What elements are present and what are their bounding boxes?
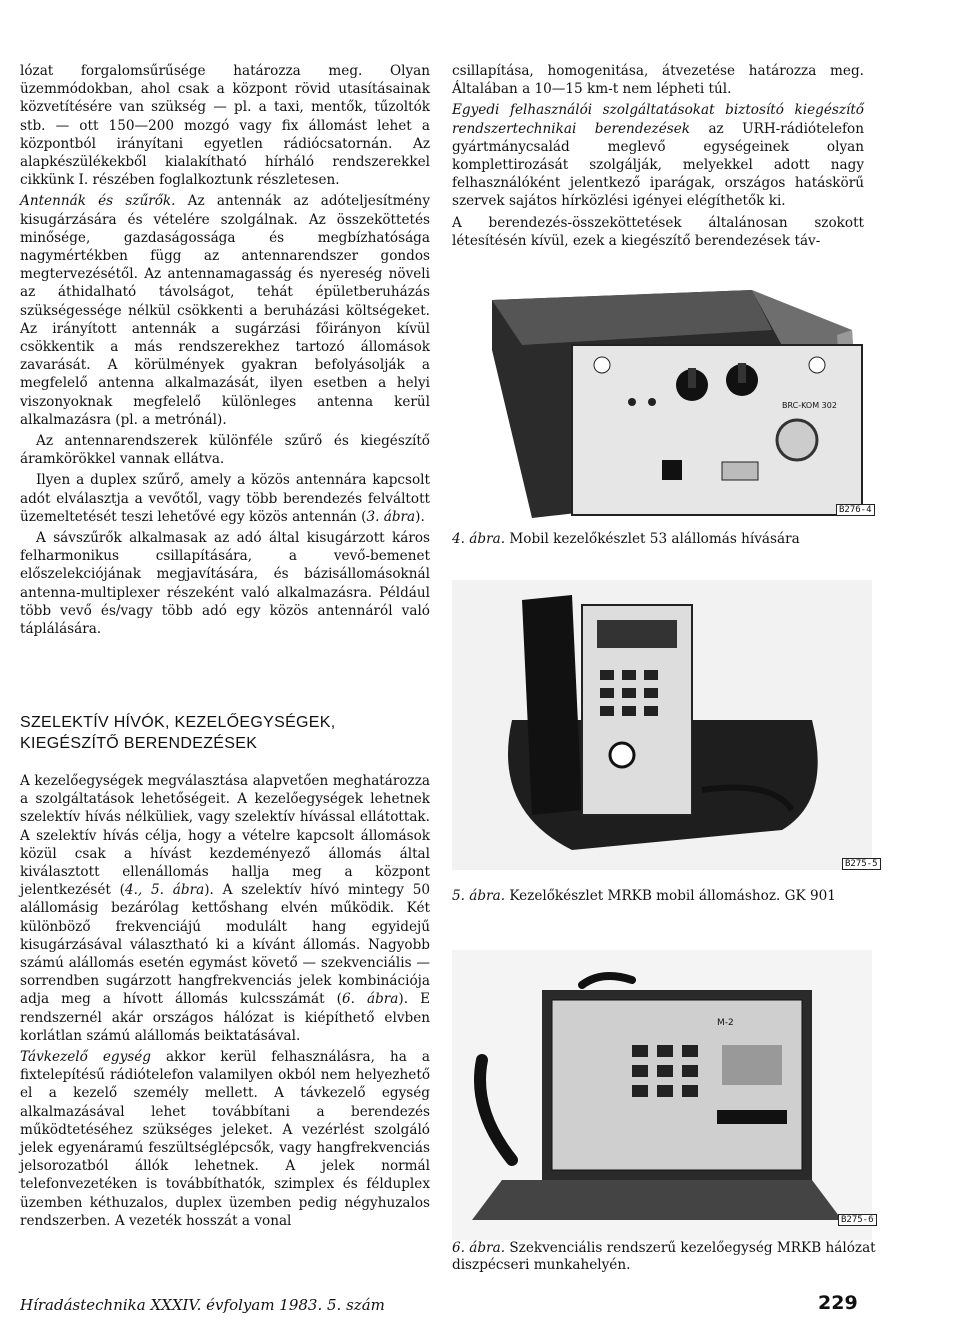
figure-5-photo xyxy=(452,580,872,870)
left-column-top xyxy=(20,62,430,641)
right-column-top xyxy=(452,62,864,253)
paragraph: csillapítása, homogenitása, átvezetése határozza meg. Általában a 10—15 km-t nem lépheti túl. xyxy=(452,63,864,98)
figure-tag: B276-4 xyxy=(836,504,875,516)
journal-footer: Híradástechnika XXXIV. évfolyam 1983. 5. szám xyxy=(20,1296,385,1314)
figure-5-caption: 5. ábra. Kezelőkészlet MRKB mobil állomáshoz. GK 901 xyxy=(452,888,836,904)
figure-ref: 4., 5. ábra xyxy=(124,882,205,899)
paragraph: A berendezés-összeköttetések általánosan szokott létesítésén kívül, ezek a kiegészítő berendezések táv- xyxy=(452,214,864,249)
figure-6-photo xyxy=(452,950,872,1240)
page-number: 229 xyxy=(818,1292,858,1314)
figure-number: 5. ábra. xyxy=(452,888,506,904)
paragraph: Távkezelő egység akkor kerül felhasználásra, ha a fixtelepítésű rádiótelefon valamilyen okból nem helyezhető el a kezelő személy mellett. A távkezelő egység alkalmazásával lehet továbbítani a berendezés működtetéséhez szükséges jeleket. A vezérlést szolgáló jelek egyenáramú feszültséglépcsők, vagy hangfrekvenciás jelsorozatból állók lehetnek. A jelek normál telefonvezetéken is továbbíthatók, szimplex és félduplex üzemben kéthuzalos, duplex üzemben pedig négyhuzalos rendszerben. A vezeték hosszát a vonal xyxy=(20,1049,430,1229)
panel-label: BRC-KOM 302 xyxy=(782,401,837,410)
figure-ref: 3. ábra xyxy=(366,508,416,525)
section-heading: SZELEKTÍV HÍVÓK, KEZELŐEGYSÉGEK, KIEGÉSZÍTŐ BERENDEZÉSEK xyxy=(20,714,336,752)
handset-unit-illustration xyxy=(452,580,872,870)
paragraph: lózat forgalomsűrűsége határozza meg. Olyan üzemmódokban, ahol csak a központ rövid utasításainak közvetítésére van szükség — pl. a taxi, mentők, tűzoltók stb. — ott 150—200 mozgó vagy fix állomást lehet a központból irányítani egyetlen rádiócsatornán. Az alapkészülékekből kialakítható hírháló rendszerekkel cikkünk I. részében foglalkoztunk részletesen. xyxy=(20,63,430,189)
figure-number: 6. ábra. xyxy=(452,1240,506,1256)
control-unit-illustration xyxy=(452,290,872,520)
paragraph: Antennák és szűrők. Az antennák az adóteljesítmény kisugárzására és vételére szolgálnak. Az összeköttetés minősége, gazdaságossága és megbízhatósága nagymértékben függ az antennarendszer gondos megtervezésétől. Az antennamagasság és nyereség növeli az áthidalható távolságot, tehát épületberuházás szükségessége nélkül csökkenti a beruházási költségeket. Az irányított antennák a sugárzási főirányon kívül csökkentik a más rendszerekhez tartozó állomások zavarását. A körülmények gyakran befolyásolják a megfelelő antenna alkalmazását, ilyen esetben a helyi viszonyoknak megfelelő különleges antenna kerül alkalmazásra (pl. a metrónál). xyxy=(20,193,430,428)
paragraph: A kezelőegységek megválasztása alapvetően meghatározza a szolgáltatások lehetőségeit. A kezelőegységek lehetnek szelektív hívás nélküliek, vagy szelektív hívással ellátottak. A szelektív hívás célja, hogy a vételre kapcsolt állomások közül csak a hívást kezdeményező állomás által kiválasztott ellenállomás hallja meg a központ jelentkezését (4., 5. ábra). A szelektív hívó mintegy 50 alállomásig bezárólag kettőshang elvén működik. Két különböző frekvenciájú modulált hang egyidejű kisugárzásával választható ki a kívánt állomás. Nagyobb számú alállomás esetén egymást követő — szekvenciális — sorrendben sugárzott hangfrekvenciás jelek kombinációja adja meg a hívott állomás kulcsszámát (6. ábra). E rendszernél akár országos hálózat is kiépíthető elvben korlátlan számú alállomás beiktatásával. xyxy=(20,773,431,1044)
paragraph: Az antennarendszerek különféle szűrő és kiegészítő áramkörökkel vannak ellátva. xyxy=(20,433,430,468)
figure-ref: 6. ábra xyxy=(341,991,399,1008)
figure-tag: B275-5 xyxy=(842,858,881,870)
figure-6-caption: 6. ábra. Szekvenciális rendszerű kezelőegység MRKB hálózat diszpécseri munkahelyén. xyxy=(452,1240,876,1273)
figure-4-photo xyxy=(452,290,872,520)
dispatcher-console-illustration xyxy=(452,950,872,1240)
figure-4-caption: 4. ábra. Mobil kezelőkészlet 53 alállomás hívására xyxy=(452,531,800,547)
run-in-heading: Távkezelő egység xyxy=(20,1049,152,1066)
left-column-bottom xyxy=(20,772,430,1233)
figure-tag: B275-6 xyxy=(838,1214,877,1226)
paragraph: Ilyen a duplex szűrő, amely a közös antennára kapcsolt adót elválasztja a vevőtől, vagy több berendezés felváltott üzemeltetését teszi lehetővé egy közös antennán (3. ábra). xyxy=(20,472,430,525)
paragraph: Egyedi felhasználói szolgáltatásokat biztosító kiegészítő rendszertechnikai berendezések az URH-rádiótelefon gyártmánycsalád meglevő egységeinek olyan komplettirozását szolgálják, melyekkel adott nagy felhasználóként jelentkező iparágak, országos hatáskörű szervek sajátos hírközlési igényei elégíthetők ki. xyxy=(452,102,864,210)
paragraph: A sávszűrők alkalmasak az adó által kisugárzott káros felharmonikus csillapítására, a vevő-bemenet előszelekciójának megjavítására, és bázisállomásoknál antenna-multiplexer részeként való alkalmazásra. Például több vevő és/vagy több adó egy közös antennáról való táplálására. xyxy=(20,530,430,638)
panel-label: M-2 xyxy=(717,1018,734,1028)
run-in-heading: Egyedi felhasználói szolgáltatásokat biztosító kiegészítő rendszertechnikai berendezések xyxy=(452,102,864,137)
run-in-heading: Antennák és szűrők. xyxy=(20,193,176,210)
figure-number: 4. ábra. xyxy=(452,531,506,547)
